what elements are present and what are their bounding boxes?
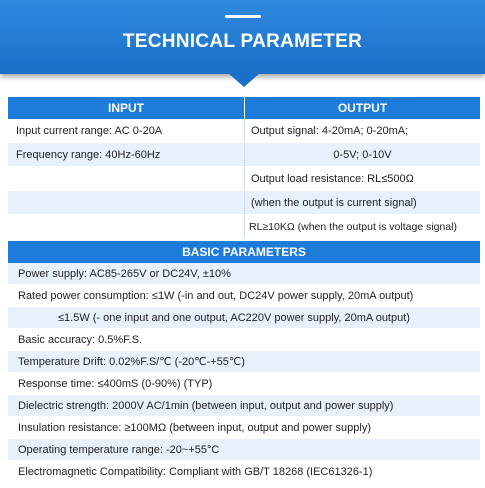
basic-parameters-header: BASIC PARAMETERS: [8, 241, 480, 263]
list-item: Electromagnetic Compatibility: Compliant with GB/T 18268 (IEC61326-1): [8, 461, 480, 483]
list-item: ≤1.5W (- one input and one output, AC220V power supply, 20mA output): [8, 307, 480, 329]
input-cell: [8, 191, 245, 214]
output-header: OUTPUT: [245, 97, 480, 119]
input-header: INPUT: [8, 97, 245, 119]
io-header-row: [8, 97, 480, 119]
output-cell: RL≥10KΩ (when the output is voltage signal): [249, 220, 457, 233]
list-item: Temperature Drift: 0.02%F.S/℃ (-20℃-+55℃): [8, 351, 480, 373]
table-row: [8, 167, 480, 191]
list-item: Rated power consumption: ≤1W (-in and out, DC24V power supply, 20mA output): [8, 285, 480, 307]
list-item: Response time: ≤400mS (0-90%) (TYP): [8, 373, 480, 395]
list-item: Basic accuracy: 0.5%F.S.: [8, 329, 480, 351]
banner-decor-line: [225, 15, 261, 18]
table-row: [8, 143, 480, 167]
table-row: [8, 191, 480, 215]
input-cell: [8, 215, 245, 238]
list-item: Dielectric strength: 2000V AC/1min (between input, output and power supply): [8, 395, 480, 417]
list-item: Operating temperature range: -20~+55°C: [8, 439, 480, 461]
list-item: Power supply: AC85-265V or DC24V, ±10%: [8, 263, 480, 285]
output-cell: (when the output is current signal): [251, 196, 417, 209]
banner-pointer: [228, 73, 260, 87]
table-row: [8, 119, 480, 143]
output-cell: Output signal: 4-20mA; 0-20mA;: [251, 124, 409, 137]
parameter-sheet: [8, 97, 480, 483]
input-cell: Frequency range: 40Hz-60Hz: [8, 143, 245, 166]
output-cell: 0-5V; 0-10V: [333, 148, 392, 161]
page-title: TECHNICAL PARAMETER: [122, 31, 363, 52]
title-banner: [0, 0, 485, 74]
output-cell: Output load resistance: RL≤500Ω: [251, 172, 414, 185]
input-cell: Input current range: AC 0-20A: [8, 119, 245, 142]
input-cell: [8, 167, 245, 190]
list-item: Insulation resistance: ≥100MΩ (between input, output and power supply): [8, 417, 480, 439]
table-row: [8, 215, 480, 239]
